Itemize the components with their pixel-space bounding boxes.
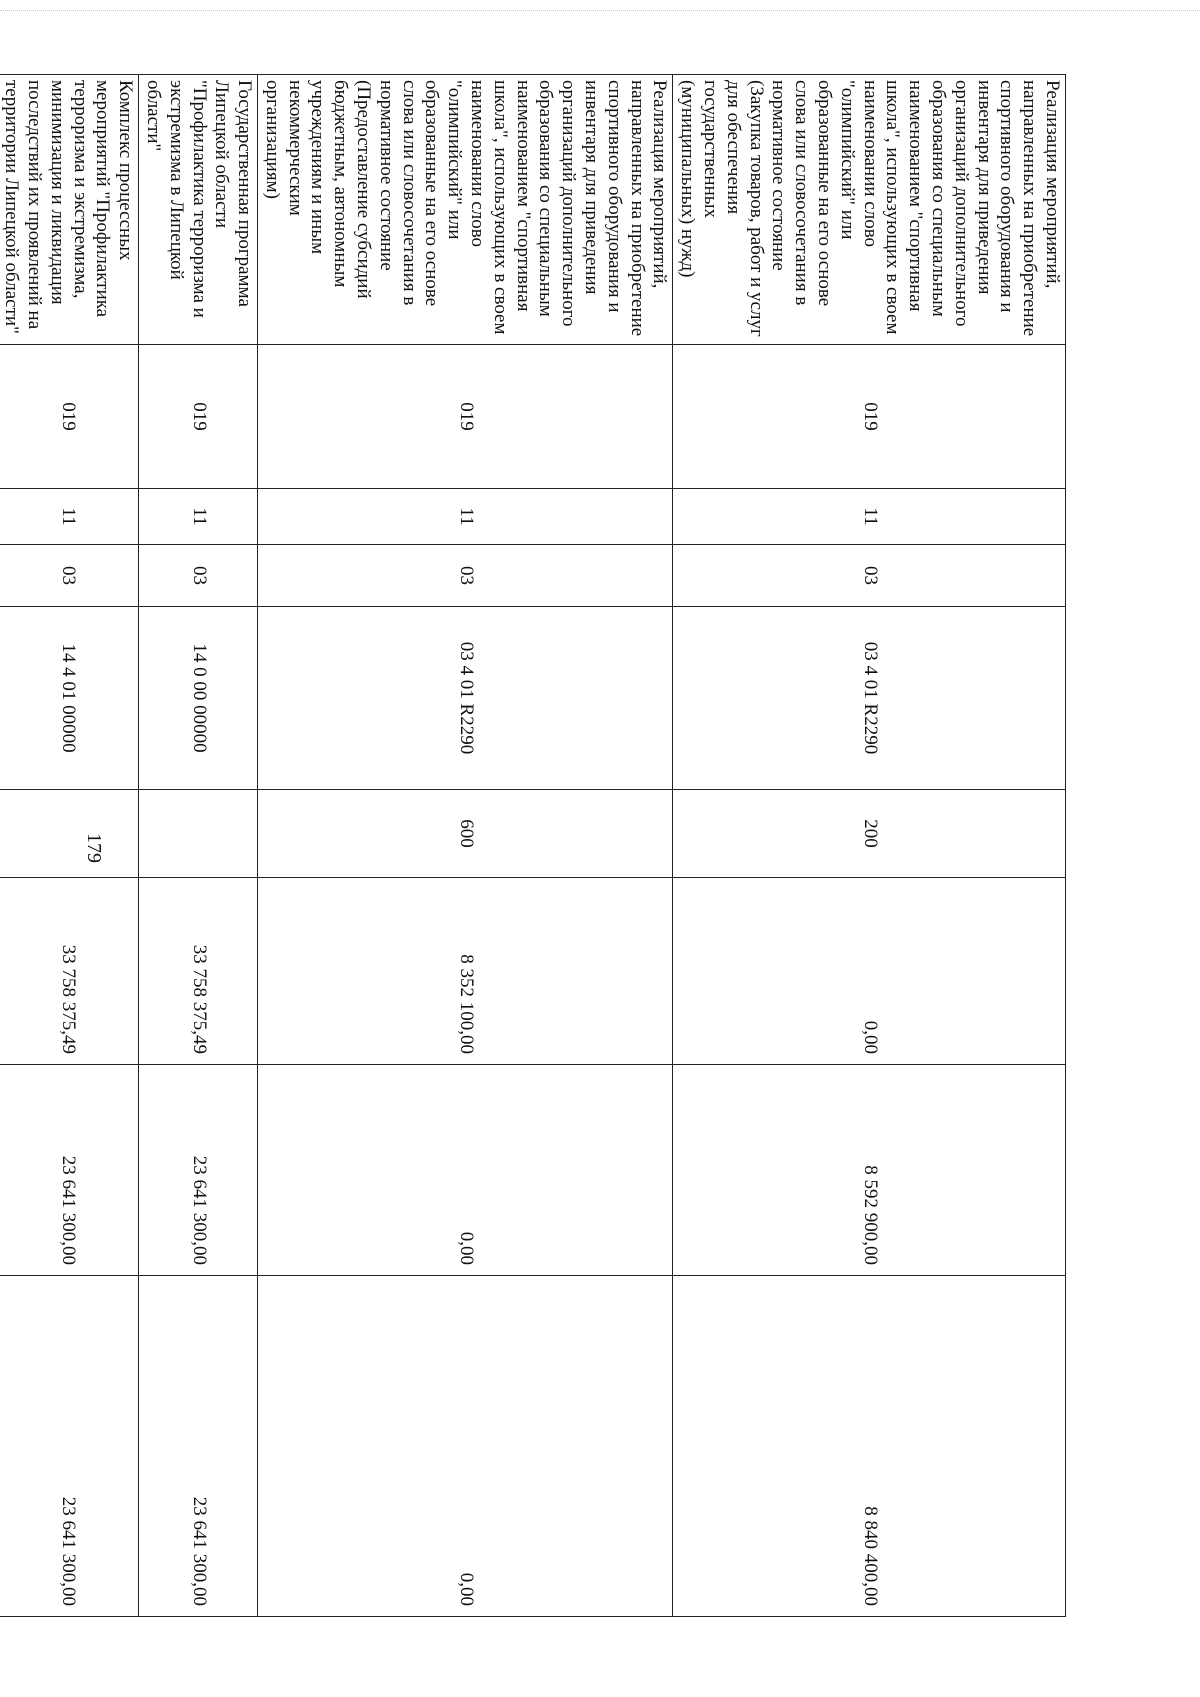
target-article-cell: 14 4 01 00000 xyxy=(0,607,139,790)
ministry-code-cell: 019 xyxy=(258,345,673,489)
table-row xyxy=(139,75,258,1617)
subsection-code-cell: 03 xyxy=(673,545,1066,607)
amount-cell-1: 0,00 xyxy=(673,878,1066,1065)
row-name-cell: Реализация мероприятий, направленных на приобретение спортивного оборудования и инвентаря для приведения организаций дополнительного образования со специальным наименованием "спортивная школа", использующих в своем наименовании слово "олимпийский" или образованные на его основе слова или словосочетания в нормативное состояние (Закупка товаров, работ и услуг для обеспечения государственных (муниципальных) нужд) xyxy=(673,75,1066,345)
expense-type-cell: 200 xyxy=(673,790,1066,878)
page-number: 179 xyxy=(83,833,105,863)
subsection-code-cell: 03 xyxy=(0,545,139,607)
amount-cell-3: 23 641 300,00 xyxy=(139,1276,258,1617)
table-body xyxy=(0,75,1066,1617)
amount-cell-2: 23 641 300,00 xyxy=(0,1065,139,1276)
amount-cell-2: 23 641 300,00 xyxy=(139,1065,258,1276)
target-article-cell: 03 4 01 R2290 xyxy=(258,607,673,790)
amount-cell-3: 23 641 300,00 xyxy=(0,1276,139,1617)
ministry-code-cell: 019 xyxy=(0,345,139,489)
section-code-cell: 11 xyxy=(258,489,673,545)
target-article-cell: 03 4 01 R2290 xyxy=(673,607,1066,790)
row-name-cell: Реализация мероприятий, направленных на приобретение спортивного оборудования и инвентаря для приведения организаций дополнительного образования со специальным наименованием "спортивная школа", использующих в своем наименовании слово "олимпийский" или образованные на его основе слова или словосочетания в нормативное состояние (Предоставление субсидий бюджетным, автономным учреждениям и иным некоммерческим организациям) xyxy=(258,75,673,345)
amount-cell-1: 8 352 100,00 xyxy=(258,878,673,1065)
row-name-cell: Комплекс процессных мероприятий "Профилактика терроризма и экстремизма, минимизация и ликвидация последствий их проявлений на территории Липецкой области" xyxy=(0,75,139,345)
section-code-cell: 11 xyxy=(0,489,139,545)
expense-type-cell xyxy=(139,790,258,878)
amount-cell-1: 33 758 375,49 xyxy=(0,878,139,1065)
target-article-cell: 14 0 00 00000 xyxy=(139,607,258,790)
subsection-code-cell: 03 xyxy=(258,545,673,607)
row-name-cell: Государственная программа Липецкой области "Профилактика терроризма и экстремизма в Липецкой области" xyxy=(139,75,258,345)
table-row xyxy=(0,75,139,1617)
ministry-code-cell: 019 xyxy=(673,345,1066,489)
amount-cell-1: 33 758 375,49 xyxy=(139,878,258,1065)
expense-type-cell xyxy=(0,790,139,878)
amount-cell-2: 0,00 xyxy=(258,1065,673,1276)
subsection-code-cell: 03 xyxy=(139,545,258,607)
section-code-cell: 11 xyxy=(139,489,258,545)
expense-type-cell: 600 xyxy=(258,790,673,878)
section-code-cell: 11 xyxy=(673,489,1066,545)
table-row xyxy=(673,75,1066,1617)
scan-top-edge xyxy=(0,10,1200,11)
amount-cell-3: 8 840 400,00 xyxy=(673,1276,1066,1617)
budget-table xyxy=(0,74,1066,1617)
amount-cell-2: 8 592 900,00 xyxy=(673,1065,1066,1276)
amount-cell-3: 0,00 xyxy=(258,1276,673,1617)
table-row xyxy=(258,75,673,1617)
ministry-code-cell: 019 xyxy=(139,345,258,489)
